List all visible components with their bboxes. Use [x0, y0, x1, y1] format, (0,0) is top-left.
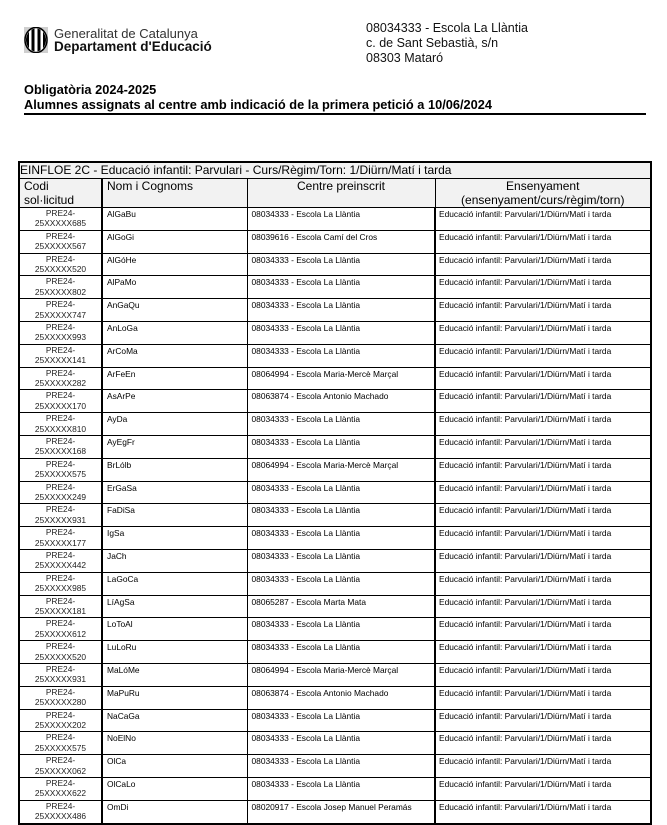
- student-name: MaPuRu: [102, 686, 247, 709]
- request-code-cell: [19, 230, 102, 253]
- table-row: [19, 413, 651, 436]
- group-header-row: [19, 162, 651, 179]
- preinscribed-centre: 08034333 - Escola La Llàntia: [247, 777, 435, 800]
- column-header-ens-line1: Ensenyament: [506, 179, 580, 193]
- ensenyament: Educació infantil: Parvulari/1/Diürn/Matí i tarda: [435, 321, 651, 344]
- preinscribed-centre: 08064994 - Escola Maria-Mercè Marçal: [247, 663, 435, 686]
- request-code-prefix: PRE24-: [45, 527, 76, 538]
- ensenyament: Educació infantil: Parvulari/1/Diürn/Matí i tarda: [435, 572, 651, 595]
- request-code-cell: [19, 253, 102, 276]
- table-row: [19, 344, 651, 367]
- request-code-prefix: PRE24-: [45, 595, 76, 606]
- request-code-prefix: PRE24-: [45, 299, 76, 310]
- request-code-number: 25XXXXX575: [34, 469, 87, 480]
- preinscribed-centre: 08034333 - Escola La Llàntia: [247, 709, 435, 732]
- column-header-code-line2: sol·licitud: [24, 193, 75, 207]
- request-code-prefix: PRE24-: [45, 230, 76, 241]
- column-header-name: [102, 179, 247, 208]
- table-row: [19, 755, 651, 778]
- table-row: [19, 504, 651, 527]
- request-code-prefix: PRE24-: [45, 686, 76, 697]
- request-code-prefix: PRE24-: [45, 413, 76, 424]
- preinscribed-centre: 08064994 - Escola Maria-Mercè Marçal: [247, 367, 435, 390]
- request-code-number: 25XXXXX931: [34, 514, 87, 525]
- student-name: AyEgFr: [102, 435, 247, 458]
- table-row: [19, 527, 651, 550]
- preinscribed-centre: 08034333 - Escola La Llàntia: [247, 732, 435, 755]
- ensenyament: Educació infantil: Parvulari/1/Diürn/Matí i tarda: [435, 618, 651, 641]
- preinscribed-centre: 08034333 - Escola La Llàntia: [247, 549, 435, 572]
- preinscribed-centre: 08034333 - Escola La Llàntia: [247, 253, 435, 276]
- request-code-number: 25XXXXX486: [34, 811, 87, 822]
- request-code-number: 25XXXXX442: [34, 560, 87, 571]
- request-code-number: 25XXXXX612: [34, 628, 87, 639]
- request-code-prefix: PRE24-: [45, 367, 76, 378]
- column-header-ens-line2: (ensenyament/curs/règim/torn): [461, 193, 625, 207]
- request-code-prefix: PRE24-: [45, 777, 76, 788]
- table-row: [19, 595, 651, 618]
- ensenyament: Educació infantil: Parvulari/1/Diürn/Matí i tarda: [435, 208, 651, 231]
- document-subtitle: Alumnes assignats al centre amb indicació de la primera petició a 10/06/2024: [24, 97, 493, 112]
- request-code-number: 25XXXXX168: [34, 446, 87, 457]
- request-code-prefix: PRE24-: [45, 549, 76, 560]
- preinscribed-centre: 08039616 - Escola Camí del Cros: [247, 230, 435, 253]
- ensenyament: Educació infantil: Parvulari/1/Diürn/Matí i tarda: [435, 458, 651, 481]
- table-row: [19, 367, 651, 390]
- table-row: [19, 800, 651, 823]
- document-titles: [24, 82, 646, 115]
- generalitat-logo: [24, 27, 212, 53]
- request-code-number: 25XXXXX280: [34, 697, 87, 708]
- request-code-cell: [19, 276, 102, 299]
- preinscribed-centre: 08034333 - Escola La Llàntia: [247, 208, 435, 231]
- request-code-number: 25XXXXX747: [34, 309, 87, 320]
- request-code-prefix: PRE24-: [45, 390, 76, 401]
- ensenyament: Educació infantil: Parvulari/1/Diürn/Matí i tarda: [435, 800, 651, 823]
- request-code-prefix: PRE24-: [45, 321, 76, 332]
- request-code-number: 25XXXXX810: [34, 423, 87, 434]
- request-code-cell: [19, 208, 102, 231]
- ensenyament: Educació infantil: Parvulari/1/Diürn/Matí i tarda: [435, 709, 651, 732]
- student-name: FaDiSa: [102, 504, 247, 527]
- ensenyament: Educació infantil: Parvulari/1/Diürn/Matí i tarda: [435, 276, 651, 299]
- preinscribed-centre: 08065287 - Escola Marta Mata: [247, 595, 435, 618]
- request-code-number: 25XXXXX249: [34, 491, 87, 502]
- student-name: IgSa: [102, 527, 247, 550]
- student-name: AlGoGi: [102, 230, 247, 253]
- ensenyament: Educació infantil: Parvulari/1/Diürn/Matí i tarda: [435, 230, 651, 253]
- request-code-cell: [19, 390, 102, 413]
- table-row: [19, 641, 651, 664]
- student-name: OlCa: [102, 755, 247, 778]
- request-code-number: 25XXXXX181: [34, 605, 87, 616]
- ensenyament: Educació infantil: Parvulari/1/Diürn/Matí i tarda: [435, 367, 651, 390]
- column-header-name-line1: Nom i Cognoms: [107, 179, 194, 193]
- request-code-prefix: PRE24-: [45, 572, 76, 583]
- request-code-prefix: PRE24-: [45, 641, 76, 652]
- table-row: [19, 208, 651, 231]
- request-code-cell: [19, 686, 102, 709]
- column-header-centre-line1: Centre preinscrit: [296, 179, 386, 193]
- department-name: Departament d'Educació: [54, 39, 212, 54]
- request-code-cell: [19, 413, 102, 436]
- student-name: JaCh: [102, 549, 247, 572]
- preinscribed-centre: 08034333 - Escola La Llàntia: [247, 413, 435, 436]
- ensenyament: Educació infantil: Parvulari/1/Diürn/Matí i tarda: [435, 686, 651, 709]
- table-row: [19, 549, 651, 572]
- request-code-cell: [19, 321, 102, 344]
- student-name: AnLoGa: [102, 321, 247, 344]
- request-code-number: 25XXXXX141: [34, 355, 87, 366]
- table-row: [19, 618, 651, 641]
- request-code-number: 25XXXXX520: [34, 264, 87, 274]
- school-city: 08303 Mataró: [366, 51, 444, 65]
- preinscribed-centre: 08034333 - Escola La Llàntia: [247, 435, 435, 458]
- request-code-cell: [19, 504, 102, 527]
- preinscribed-centre: 08034333 - Escola La Llàntia: [247, 755, 435, 778]
- preinscribed-centre: 08034333 - Escola La Llàntia: [247, 527, 435, 550]
- ensenyament: Educació infantil: Parvulari/1/Diürn/Matí i tarda: [435, 527, 651, 550]
- request-code-number: 25XXXXX685: [34, 218, 87, 229]
- table-row: [19, 390, 651, 413]
- student-name: AlGaBu: [102, 208, 247, 231]
- request-code-prefix: PRE24-: [45, 618, 76, 629]
- ensenyament: Educació infantil: Parvulari/1/Diürn/Matí i tarda: [435, 755, 651, 778]
- request-code-number: 25XXXXX931: [34, 674, 87, 685]
- table-row: [19, 276, 651, 299]
- request-code-cell: [19, 458, 102, 481]
- student-name: LuLoRu: [102, 641, 247, 664]
- column-header-row: [19, 179, 651, 208]
- request-code-prefix: PRE24-: [45, 663, 76, 674]
- request-code-cell: [19, 481, 102, 504]
- preinscribed-centre: 08034333 - Escola La Llàntia: [247, 276, 435, 299]
- request-code-prefix: PRE24-: [45, 435, 76, 446]
- request-code-prefix: PRE24-: [45, 481, 76, 492]
- ensenyament: Educació infantil: Parvulari/1/Diürn/Matí i tarda: [435, 435, 651, 458]
- preinscribed-centre: 08034333 - Escola La Llàntia: [247, 504, 435, 527]
- column-header-ensenyament: [435, 179, 651, 208]
- ensenyament: Educació infantil: Parvulari/1/Diürn/Matí i tarda: [435, 390, 651, 413]
- request-code-number: 25XXXXX177: [34, 537, 87, 548]
- preinscribed-centre: 08063874 - Escola Antonio Machado: [247, 686, 435, 709]
- document-title: Obligatòria 2024-2025: [24, 82, 157, 97]
- student-name: LíAgSa: [102, 595, 247, 618]
- preinscribed-centre: 08034333 - Escola La Llàntia: [247, 321, 435, 344]
- student-name: AnGaQu: [102, 299, 247, 322]
- table-row: [19, 299, 651, 322]
- request-code-prefix: PRE24-: [45, 253, 76, 264]
- request-code-prefix: PRE24-: [45, 458, 76, 469]
- table-body: [19, 208, 651, 824]
- request-code-prefix: PRE24-: [45, 800, 76, 811]
- table-row: [19, 572, 651, 595]
- preinscribed-centre: 08020917 - Escola Josep Manuel Peramás: [247, 800, 435, 823]
- column-header-code-line1: Codi: [24, 179, 49, 193]
- request-code-prefix: PRE24-: [45, 504, 76, 515]
- preinscribed-centre: 08034333 - Escola La Llàntia: [247, 299, 435, 322]
- student-name: OmDi: [102, 800, 247, 823]
- request-code-number: 25XXXXX622: [34, 788, 87, 799]
- table-row: [19, 732, 651, 755]
- request-code-number: 25XXXXX985: [34, 583, 87, 594]
- request-code-cell: [19, 299, 102, 322]
- request-code-prefix: PRE24-: [45, 709, 76, 720]
- student-name: NaCaGa: [102, 709, 247, 732]
- student-name: AyDa: [102, 413, 247, 436]
- group-header: EINFLOE 2C - Educació infantil: Parvulari - Curs/Règim/Torn: 1/Diürn/Matí i tarda: [19, 162, 651, 179]
- table-row: [19, 663, 651, 686]
- table-row: [19, 709, 651, 732]
- ensenyament: Educació infantil: Parvulari/1/Diürn/Matí i tarda: [435, 549, 651, 572]
- student-name: AsArPe: [102, 390, 247, 413]
- request-code-cell: [19, 800, 102, 823]
- request-code-number: 25XXXXX062: [34, 765, 87, 776]
- request-code-cell: [19, 344, 102, 367]
- request-code-cell: [19, 595, 102, 618]
- request-code-number: 25XXXXX567: [34, 241, 87, 252]
- org-name: Generalitat de Catalunya: [54, 26, 198, 41]
- ensenyament: Educació infantil: Parvulari/1/Diürn/Matí i tarda: [435, 481, 651, 504]
- preinscribed-centre: 08034333 - Escola La Llàntia: [247, 481, 435, 504]
- request-code-number: 25XXXXX575: [34, 742, 87, 753]
- request-code-cell: [19, 641, 102, 664]
- ensenyament: Educació infantil: Parvulari/1/Diürn/Matí i tarda: [435, 595, 651, 618]
- request-code-cell: [19, 663, 102, 686]
- preinscribed-centre: 08034333 - Escola La Llàntia: [247, 572, 435, 595]
- table-row: [19, 686, 651, 709]
- student-name: LoToAl: [102, 618, 247, 641]
- request-code-prefix: PRE24-: [45, 755, 76, 766]
- table-row: [19, 253, 651, 276]
- student-name: NoElNo: [102, 732, 247, 755]
- ensenyament: Educació infantil: Parvulari/1/Diürn/Matí i tarda: [435, 641, 651, 664]
- student-name: ArFeEn: [102, 367, 247, 390]
- request-code-number: 25XXXXX802: [34, 286, 87, 297]
- student-name: ArCoMa: [102, 344, 247, 367]
- preinscribed-centre: 08063874 - Escola Antonio Machado: [247, 390, 435, 413]
- request-code-prefix: PRE24-: [45, 732, 76, 743]
- request-code-cell: [19, 755, 102, 778]
- request-code-cell: [19, 777, 102, 800]
- school-address: [366, 21, 528, 66]
- request-code-cell: [19, 367, 102, 390]
- request-code-number: 25XXXXX202: [34, 719, 87, 730]
- request-code-cell: [19, 435, 102, 458]
- preinscribed-centre: 08064994 - Escola Maria-Mercè Marçal: [247, 458, 435, 481]
- student-name: MaLóMe: [102, 663, 247, 686]
- preinscribed-centre: 08034333 - Escola La Llàntia: [247, 344, 435, 367]
- request-code-cell: [19, 709, 102, 732]
- ensenyament: Educació infantil: Parvulari/1/Diürn/Matí i tarda: [435, 344, 651, 367]
- request-code-cell: [19, 572, 102, 595]
- table-row: [19, 435, 651, 458]
- preinscribed-centre: 08034333 - Escola La Llàntia: [247, 618, 435, 641]
- column-header-code: [19, 179, 102, 208]
- request-code-prefix: PRE24-: [45, 208, 76, 218]
- generalitat-four-bars-icon: [24, 27, 48, 53]
- request-code-number: 25XXXXX993: [34, 332, 87, 343]
- preinscribed-centre: 08034333 - Escola La Llàntia: [247, 641, 435, 664]
- ensenyament: Educació infantil: Parvulari/1/Diürn/Matí i tarda: [435, 299, 651, 322]
- request-code-cell: [19, 732, 102, 755]
- table-row: [19, 458, 651, 481]
- student-name: OlCaLo: [102, 777, 247, 800]
- column-header-centre: [247, 179, 435, 208]
- ensenyament: Educació infantil: Parvulari/1/Diürn/Matí i tarda: [435, 504, 651, 527]
- table-row: [19, 481, 651, 504]
- school-name: 08034333 - Escola La Llàntia: [366, 21, 528, 35]
- request-code-number: 25XXXXX282: [34, 377, 87, 388]
- request-code-number: 25XXXXX520: [34, 651, 87, 662]
- student-name: ErGaSa: [102, 481, 247, 504]
- student-name: BrLólb: [102, 458, 247, 481]
- ensenyament: Educació infantil: Parvulari/1/Diürn/Matí i tarda: [435, 663, 651, 686]
- ensenyament: Educació infantil: Parvulari/1/Diürn/Matí i tarda: [435, 253, 651, 276]
- ensenyament: Educació infantil: Parvulari/1/Diürn/Matí i tarda: [435, 732, 651, 755]
- request-code-prefix: PRE24-: [45, 344, 76, 355]
- request-code-cell: [19, 527, 102, 550]
- student-name: LaGoCa: [102, 572, 247, 595]
- request-code-cell: [19, 618, 102, 641]
- student-name: AlPaMo: [102, 276, 247, 299]
- table-row: [19, 230, 651, 253]
- student-name: AlGóHe: [102, 253, 247, 276]
- assigned-students-table: [18, 161, 652, 825]
- request-code-number: 25XXXXX170: [34, 400, 87, 411]
- table-row: [19, 321, 651, 344]
- ensenyament: Educació infantil: Parvulari/1/Diürn/Matí i tarda: [435, 413, 651, 436]
- table-row: [19, 777, 651, 800]
- school-street: c. de Sant Sebastià, s/n: [366, 36, 499, 50]
- ensenyament: Educació infantil: Parvulari/1/Diürn/Matí i tarda: [435, 777, 651, 800]
- request-code-prefix: PRE24-: [45, 276, 76, 287]
- request-code-cell: [19, 549, 102, 572]
